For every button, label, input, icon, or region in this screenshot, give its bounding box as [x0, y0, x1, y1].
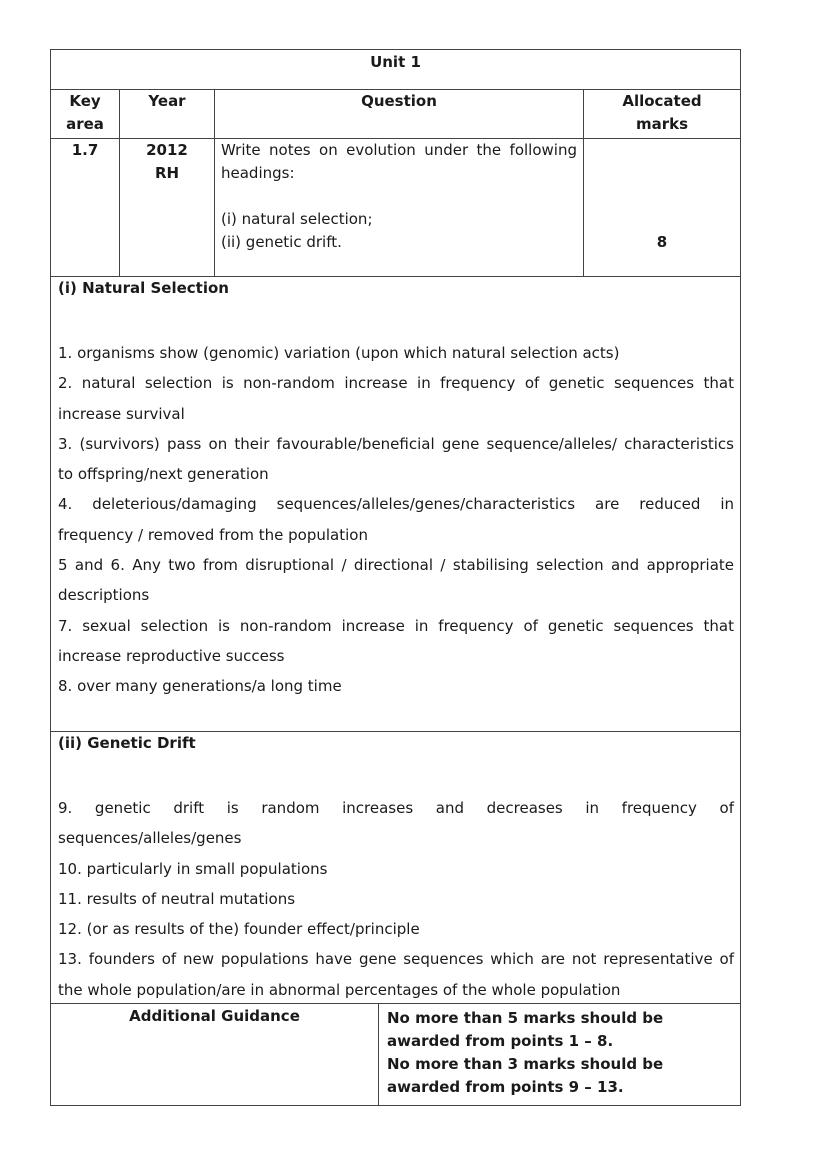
natural-selection-title: (i) Natural Selection	[58, 279, 229, 297]
guidance-line-2: No more than 3 marks should be awarded from points 9 – 13.	[387, 1055, 664, 1096]
question-table	[50, 89, 741, 277]
year-number: 2012	[146, 141, 188, 159]
list-item: 7. sexual selection is non-random increase in frequency of genetic sequences that increase reproductive success	[58, 616, 734, 665]
additional-guidance-row	[50, 1003, 741, 1106]
list-item: 12. (or as results of the) founder effect/principle	[58, 920, 420, 939]
question-text	[221, 139, 577, 254]
list-item: 2. natural selection is non-random increase in frequency of genetic sequences that increase survival	[58, 374, 734, 423]
list-item: 11. results of neutral mutations	[58, 889, 296, 908]
guidance-label: Additional Guidance	[129, 1007, 300, 1025]
list-item: 3. (survivors) pass on their favourable/beneficial gene sequence/alleles/ characteristics to offspring/next generation	[58, 434, 734, 484]
header-year: Year	[148, 92, 186, 110]
genetic-drift-points	[58, 793, 734, 1005]
guidance-label-cell	[51, 1004, 379, 1105]
unit-title: Unit 1	[370, 53, 421, 71]
question-intro: Write notes on evolution under the following headings:	[221, 141, 577, 182]
marks-value: 8	[656, 233, 668, 251]
list-item: 10. particularly in small populations	[58, 859, 328, 878]
list-item: 9. genetic drift is random increases and decreases in frequency of sequences/alleles/genes	[58, 799, 734, 848]
list-item: 8. over many generations/a long time	[58, 677, 342, 696]
header-allocated-marks: Allocated marks	[622, 92, 702, 133]
natural-selection-points	[58, 338, 734, 702]
question-part-i: (i) natural selection;	[221, 210, 373, 228]
genetic-drift-title: (ii) Genetic Drift	[58, 734, 196, 752]
header-question: Question	[361, 92, 437, 110]
unit-title-row	[50, 49, 741, 90]
header-key-area: Key area	[66, 92, 104, 133]
list-item: 5 and 6. Any two from disruptional / directional / stabilising selection and appropriate descriptions	[58, 556, 734, 605]
natural-selection-section	[50, 276, 741, 732]
question-part-ii: (ii) genetic drift.	[221, 233, 342, 251]
guidance-text	[387, 1007, 734, 1099]
guidance-line-1: No more than 5 marks should be awarded from points 1 – 8.	[387, 1009, 664, 1050]
list-item: 13. founders of new populations have gene sequences which are not representative of the whole population/are in abnormal percentages of the whole population	[58, 950, 734, 999]
year-value	[119, 139, 215, 185]
genetic-drift-section	[50, 731, 741, 1004]
key-area-value: 1.7	[71, 141, 99, 159]
list-item: 4. deleterious/damaging sequences/alleles/genes/characteristics are reduced in frequency / removed from the population	[58, 495, 734, 544]
year-code: RH	[154, 164, 180, 182]
list-item: 1. organisms show (genomic) variation (upon which natural selection acts)	[58, 344, 620, 362]
